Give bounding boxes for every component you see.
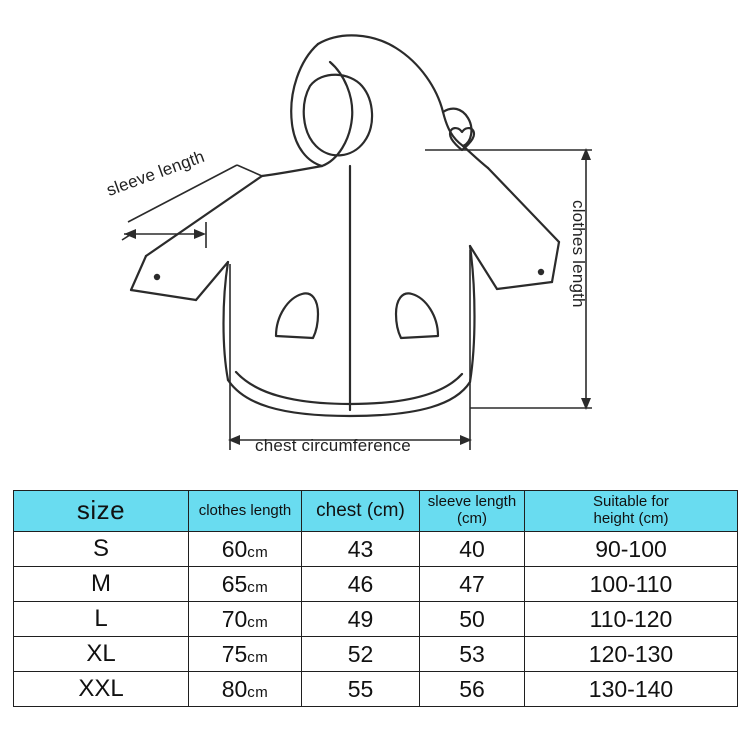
size-chart-table [13, 490, 738, 707]
left-sleeve-underarm [196, 262, 228, 300]
cell-clothes-length-value: 80 [221, 675, 248, 702]
cell-chest: 55 [302, 672, 420, 707]
table-header [14, 491, 738, 532]
table-row [14, 567, 738, 602]
cell-chest: 43 [302, 532, 420, 567]
cell-size: L [14, 602, 189, 637]
cell-clothes-length-value: 70 [221, 605, 248, 632]
left-sleeve-cuff [131, 256, 146, 290]
cell-sleeve: 53 [420, 637, 525, 672]
cell-clothes-length [189, 567, 302, 602]
right-sleeve-cuff [552, 242, 559, 282]
cell-clothes-length [189, 637, 302, 672]
cell-height: 110-120 [525, 602, 738, 637]
cell-sleeve: 50 [420, 602, 525, 637]
table-row [14, 672, 738, 707]
cell-clothes-length [189, 532, 302, 567]
right-pocket [396, 293, 438, 338]
cell-size: S [14, 532, 189, 567]
cell-sleeve: 40 [420, 532, 525, 567]
right-sleeve-bottom [497, 282, 552, 289]
header-suitable-height-line2: height (cm) [593, 510, 669, 527]
cell-clothes-length [189, 672, 302, 707]
table-row [14, 532, 738, 567]
sleeve-guide-top [237, 165, 262, 176]
cell-clothes-length-unit: cm [247, 648, 269, 666]
header-sleeve-length-line1: sleeve length [427, 493, 517, 511]
table-row [14, 602, 738, 637]
cell-clothes-length-value: 60 [221, 535, 248, 562]
cell-clothes-length-unit: cm [247, 613, 269, 631]
table-body [14, 532, 738, 707]
sleeve-arrow-head-right [194, 229, 206, 239]
header-sleeve-length [420, 491, 525, 532]
right-cuff-button [538, 269, 544, 275]
header-sleeve-length-line2: (cm) [457, 510, 487, 527]
coat-left-side [224, 262, 229, 380]
cell-height: 100-110 [525, 567, 738, 602]
sleeve-length-label: sleeve length [104, 146, 208, 200]
cell-clothes-length-value: 65 [221, 570, 248, 597]
table-header-row [14, 491, 738, 532]
hood-outline-right [318, 35, 463, 146]
cell-height: 120-130 [525, 637, 738, 672]
cell-chest: 49 [302, 602, 420, 637]
header-suitable-height [525, 491, 738, 532]
cell-clothes-length-unit: cm [247, 543, 269, 561]
cell-chest: 52 [302, 637, 420, 672]
chest-circumference-label: chest circumference [255, 436, 411, 455]
cell-height: 130-140 [525, 672, 738, 707]
header-clothes-length: clothes length [189, 491, 302, 532]
clothes-length-label: clothes length [569, 200, 588, 308]
cell-chest: 46 [302, 567, 420, 602]
cell-clothes-length [189, 602, 302, 637]
right-sleeve-top [488, 168, 559, 242]
cell-clothes-length-value: 75 [221, 640, 248, 667]
left-pocket [276, 293, 318, 338]
cell-sleeve: 56 [420, 672, 525, 707]
coat-left-shoulder [262, 166, 322, 176]
left-sleeve-top [146, 176, 262, 256]
left-sleeve-bottom [131, 290, 196, 300]
cell-clothes-length-unit: cm [247, 578, 269, 596]
header-suitable-height-line1: Suitable for [593, 493, 669, 511]
header-chest: chest (cm) [302, 491, 420, 532]
header-size: size [14, 491, 189, 532]
cell-size: XL [14, 637, 189, 672]
table-row [14, 637, 738, 672]
cell-height: 90-100 [525, 532, 738, 567]
cell-sleeve: 47 [420, 567, 525, 602]
cell-size: XXL [14, 672, 189, 707]
left-cuff-button [154, 274, 160, 280]
hood-face-opening [304, 75, 372, 156]
cell-clothes-length-unit: cm [247, 683, 269, 701]
cell-size: M [14, 567, 189, 602]
